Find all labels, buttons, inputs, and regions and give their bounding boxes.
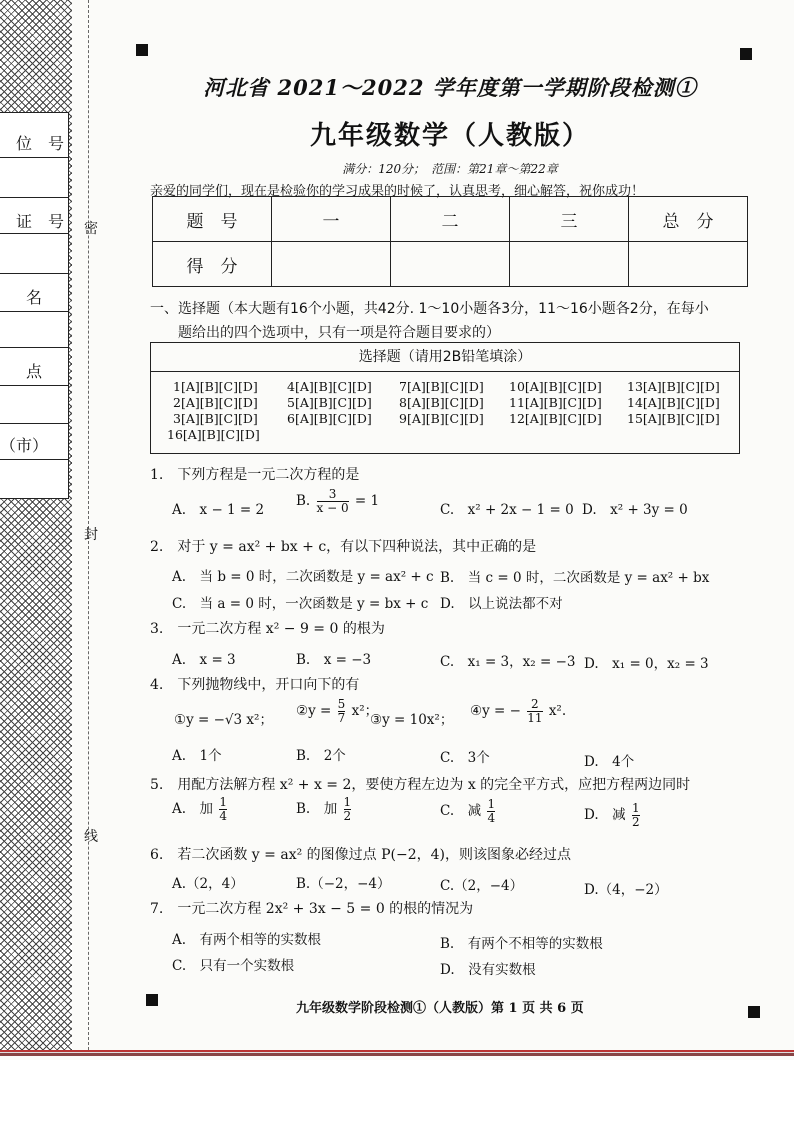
answer-item: 7[A][B][C][D] [399,379,484,394]
question-7-option-a: A. 有两个相等的实数根 [172,932,322,948]
question-2-option-d: D. 以上说法都不对 [440,596,563,612]
registration-mark [748,1006,760,1018]
score-cell [629,242,748,287]
question-6-option-c: C.（2，−4） [440,878,524,894]
question-7-stem: 7. 一元二次方程 2x² + 3x − 5 = 0 的根的情况为 [150,901,474,917]
divider [0,423,68,424]
answer-item: 2[A][B][C][D] [173,395,258,410]
question-7-option-b: B. 有两个不相等的实数根 [440,936,603,952]
registration-mark [146,994,158,1006]
fraction: $\frac{1}{4}$ [487,797,496,826]
question-6-option-a: A.（2，4） [172,876,244,892]
question-3-stem: 3. 一元二次方程 x² − 9 = 0 的根为 [150,621,385,637]
question-1-option-b: B. $\frac{3}{x - 0}$ = 1 [296,487,380,516]
divider [0,459,68,460]
answer-item: 3[A][B][C][D] [173,411,258,426]
registration-mark [740,48,752,60]
fraction: $\frac{2}{11}$ [527,697,543,726]
question-1-stem: 1. 下列方程是一元二次方程的是 [150,467,360,483]
name-label: 名 [26,288,43,307]
fraction: $\frac{1}{2}$ [631,801,640,830]
answer-item: 9[A][B][C][D] [399,411,484,426]
student-info-box [0,112,69,499]
question-1-option-d: D. x² + 3y = 0 [582,502,688,518]
page-footer: 九年级数学阶段检测①（人教版）第 1 页 共 6 页 [296,1001,584,1016]
question-5-stem: 5. 用配方法解方程 x² + x = 2，要使方程左边为 x 的完全平方式，应把方程两边同时 [150,777,691,793]
answer-item: 14[A][B][C][D] [627,395,720,410]
question-4-option-c: C. 3个 [440,750,490,766]
question-2-stem: 2. 对于 y = ax² + bx + c，有以下四种说法，其中正确的是 [150,539,537,555]
greeting: 亲爱的同学们，现在是检验你的学习成果的时候了，认真思考，细心解答，祝你成功！ [150,184,645,199]
question-7-option-c: C. 只有一个实数根 [172,958,295,974]
divider [0,233,68,234]
section-line: 题给出的四个选项中，只有一项是符合题目要求的） [150,325,500,341]
divider [0,157,68,158]
question-2-option-a: A. 当 b = 0 时，二次函数是 y = ax² + c [172,569,434,585]
answer-item: 4[A][B][C][D] [287,379,372,394]
answer-sheet [150,342,740,454]
divider [0,197,68,198]
exam-subtitle: 九年级数学（人教版） [309,121,590,151]
question-4-option-b: B. 2个 [296,748,346,764]
answer-item: 12[A][B][C][D] [509,411,602,426]
section-line: 一、选择题（本大题有16个小题，共42分. 1～10小题各3分，11～16小题各2分，在每小 [150,301,709,317]
question-6-stem: 6. 若二次函数 y = ax² 的图像过点 P(−2，4)，则该图象必经过点 [150,847,571,863]
question-7-option-d: D. 没有实数根 [440,962,536,978]
question-1-option-c: C. x² + 2x − 1 = 0 [440,502,574,518]
question-4-item-2: ②y = $\frac{5}{7}$ x²； [296,697,379,726]
seal-char-mi: 密 [84,221,98,237]
answer-item: 10[A][B][C][D] [509,379,602,394]
fraction: $\frac{1}{2}$ [343,795,352,824]
exam-meta: 满分：120分； 范围：第21章～第22章 [342,162,558,176]
question-4-option-d: D. 4个 [584,754,635,770]
question-3-option-d: D. x₁ = 0，x₂ = 3 [584,656,709,672]
score-cell [391,242,510,287]
registration-mark [136,44,148,56]
question-4-item-4: ④y = − $\frac{2}{11}$ x². [470,697,567,726]
divider [0,311,68,312]
question-3-option-b: B. x = −3 [296,652,372,668]
score-cell [510,242,629,287]
city-label: （市） [0,436,49,455]
scan-edge [0,1050,794,1056]
seat-number-label: 位 号 [16,134,65,153]
section-heading [150,297,750,345]
score-cell [272,242,391,287]
divider [0,273,68,274]
answer-item: 8[A][B][C][D] [399,395,484,410]
seal-char-xian: 线 [84,829,98,845]
answer-item: 6[A][B][C][D] [287,411,372,426]
answer-item: 11[A][B][C][D] [509,395,602,410]
fraction: $\frac{5}{7}$ [337,697,346,726]
answer-item: 16[A][B][C][D] [167,427,260,442]
exam-site-label: 点 [26,362,43,381]
answer-item: 5[A][B][C][D] [287,395,372,410]
question-5-option-c: C. 减 $\frac{1}{4}$ [440,797,496,826]
id-number-label: 证 号 [16,212,65,231]
question-6-option-d: D.（4，−2） [584,882,668,898]
seal-char-feng: 封 [84,527,98,543]
question-1-option-a: A. x − 1 = 2 [172,502,265,518]
question-3-option-a: A. x = 3 [172,652,236,668]
question-5-option-a: A. 加 $\frac{1}{4}$ [172,795,227,824]
score-header-cell: 三 [510,197,629,242]
answer-sheet-header: 选择题（请用2B铅笔填涂） [151,343,739,372]
question-4-item-1: ①y = −√3 x²； [174,712,273,728]
answer-item: 1[A][B][C][D] [173,379,258,394]
divider [0,385,68,386]
question-5-option-d: D. 减 $\frac{1}{2}$ [584,801,640,830]
fraction: $\frac{1}{4}$ [219,795,227,824]
score-header-cell: 题 号 [153,197,272,242]
question-2-option-c: C. 当 a = 0 时，一次函数是 y = bx + c [172,596,429,612]
question-4-item-3: ③y = 10x²； [370,712,454,728]
question-3-option-c: C. x₁ = 3，x₂ = −3 [440,654,576,670]
divider [0,347,68,348]
exam-title: 河北省 2021～2022 学年度第一学期阶段检测① [203,75,697,100]
score-header-cell: 一 [272,197,391,242]
score-table [152,196,748,287]
question-2-option-b: B. 当 c = 0 时，二次函数是 y = ax² + bx [440,570,710,586]
answer-item: 13[A][B][C][D] [627,379,720,394]
question-4-option-a: A. 1个 [172,748,222,764]
answer-item: 15[A][B][C][D] [627,411,720,426]
question-6-option-b: B.（−2，−4） [296,876,391,892]
fraction: $\frac{3}{x - 0}$ [316,487,349,516]
score-row-label: 得 分 [153,242,272,287]
score-header-cell: 总 分 [629,197,748,242]
question-5-option-b: B. 加 $\frac{1}{2}$ [296,795,352,824]
question-4-stem: 4. 下列抛物线中，开口向下的有 [150,677,360,693]
score-header-cell: 二 [391,197,510,242]
